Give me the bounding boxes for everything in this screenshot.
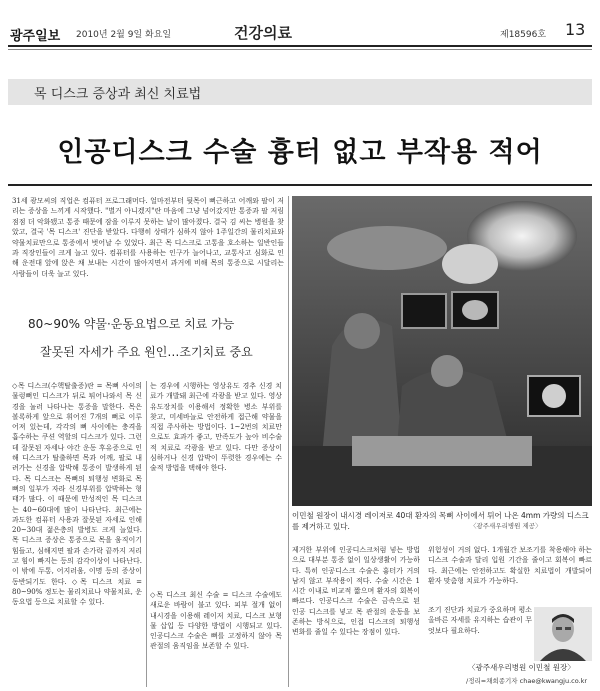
kicker: 목 디스크 증상과 최신 치료법 <box>34 87 202 102</box>
body-text: ◇목 디스크 최신 수술 = 디스크 수술에도 새로운 바람이 불고 있다. 피부 절개 없이 내시경을 이용해 레이저 치료, 디스크 보형물 삽입 등 다양한 방법이 시행되고 있다. 인공디스크 수술은 뼈를 고정하지 않아 목 관절의 움직임을 보존할 수 있다. <box>150 591 282 651</box>
body-column-1 <box>12 381 142 687</box>
body-text: 조기 진단과 치료가 중요하며 평소 올바른 자세를 유지하는 습관이 무엇보다 필요하다. <box>428 606 532 635</box>
surgery-photo <box>292 196 592 506</box>
column-divider <box>146 381 147 687</box>
subhead-second: 잘못된 자세가 주요 원인…조기치료 중요 <box>40 345 253 359</box>
body-text: 는 경우에 시행하는 영상유도 경추 신경 치료가 개발돼 최근에 각광을 받고 있다. 영상 유도장치를 이용해서 정확한 병소 부위를 찾고, 미세바늘로 안전하게 접근해 약물을 직접 주사하는 방법이다. 1~2번의 치료만으로도 효과가 좋고, 만족도가 높아 비수술적 치료로 각광을 받고 있다. 다만 증상이 심하거나 신경 압박이 뚜렷한 경우에는 수술적 방법을 택해야 한다. <box>150 382 282 473</box>
byline: 〈광주새우리병원 이민철 원장〉 <box>468 663 575 672</box>
photo-caption: 이민철 원장이 내시경 레이저로 40대 환자의 목뼈 사이에서 튀어 나온 4mm 가량의 디스크를 제거하고 있다. <box>292 511 589 531</box>
photo-credit: 〈광주새우리병원 제공〉 <box>470 522 542 530</box>
section-title: 건강의료 <box>234 24 292 42</box>
issue-number: 제18596호 <box>500 30 547 40</box>
masthead-rule-thin <box>8 49 592 50</box>
body-column-4b <box>428 605 532 661</box>
portrait-illustration <box>534 607 592 661</box>
masthead-rule <box>8 45 592 47</box>
paper-name: 광주일보 <box>10 29 61 44</box>
body-text: ◇목 디스크(수핵탈출증)란 = 목뼈 사이의 물렁뼈인 디스크가 뒤로 튀어나와서 목 신경을 눌러 나타나는 통증을 말한다. 목은 볼록하게 앞으로 휘어진 7개의 뼈로 이루어져 있는데, 각각의 뼈 사이에는 충격을 흡수하는 쿠션 역할의 디스크가 있다. 그런데 잘못된 자세나 야간 운동 후유증으로 인해 디스크가 탈출하면 목과 어깨, 팔로 내려가는 신경을 압박해 통증이 발생하게 된다. 목 디스크는 목뼈의 퇴행성 변화로 목뼈의 일부가 자라 신경부위를 압박하는 형태가 많다. 이 때문에 만성적인 목 디스크는 40~60대에 많이 나타난다. 최근에는 과도한 컴퓨터 사용과 잘못된 자세로 인해 20~30대 젊은층의 발병도 크게 늘었다. 목 디스크 증상은 통증으로 목을 움직이기 힘들고, 심해지면 팔과 손가락 끝까지 저리고 힘이 빠지는 등의 감각이상이 나타난다. 이 밖에 두통, 어지러움, 이명 등의 증상이 동반되기도 한다. ◇목 디스크 치료 = 80~90% 정도는 물리치료나 약물치료, 운동요법 등으로 치료할 수 있다. <box>12 382 142 607</box>
headline: 인공디스크 수술 흉터 없고 부작용 적어 <box>57 137 543 168</box>
reporter-credit: /정리=채희종기자 chae@kwangju.co.kr <box>466 677 588 685</box>
body-column-2 <box>150 381 282 589</box>
body-column-2b <box>150 590 282 687</box>
masthead <box>0 0 600 56</box>
column-divider <box>288 196 289 687</box>
body-text: 위험성이 거의 없다. 1개월간 보조기를 착용해야 하는 디스크 수술과 달리 입원 기간을 줄이고 회복이 빠르다. 최근에는 안전하고도 확실한 치료법이 개발되어 환자 맞춤형 치료가 가능하다. <box>428 546 592 585</box>
headline-rule <box>8 184 592 186</box>
issue-date: 2010년 2월 9일 화요일 <box>76 30 172 40</box>
body-text: 제거한 부위에 인공디스크처럼 넣는 방법으로 대부분 통증 없이 일상생활이 가능하다. 특히 인공디스크 수술은 흉터가 거의 남지 않고 부작용이 적다. 수술 시간은 1시간 이내로 비교적 짧으며 환자의 회복이 빠르다. 인공디스크 수술은 금속으로 된 인공 디스크를 넣고 목 관절의 운동을 보존하는 방식으로, 인접 디스크의 퇴행성 변화를 줄일 수 있다는 장점이 있다. <box>292 546 420 637</box>
intro-paragraph: 31세 광모씨의 직업은 컴퓨터 프로그래머다. 얼마전부터 뒷목이 뻐근하고 어깨와 팔이 저리는 증상을 느끼게 시작했다. "별거 아니겠지"란 마음에 그냥 넘어갔지만 통증과 팔 저림 점점 더 악화됐고 통증 때문에 잠을 이루지 못하는 날이 많아졌다. 결국 김 씨는 병원을 찾았고, 결국 '목 디스크' 진단을 받았다. 다행히 상태가 심하지 않아 1주일간의 물리치료와 약물치료만으로 통증에서 벗어날 수 있었다. 최근 목 디스크로 고통을 호소하는 일반인들과 직장인들이 크게 늘고 있다. 컴퓨터를 사용하는 인구가 늘어나고, 교통사고 심화로 인해 운전대 앞에 앉은 채 보내는 시간이 많아지면서 과거에 비해 목의 통증으로 시달리는 사람들이 더욱 늘고 있다. <box>12 197 284 278</box>
subhead-first: 80~90% 약물·운동요법으로 치료 가능 <box>28 317 235 331</box>
page-number: 13 <box>565 20 586 39</box>
kicker-band <box>8 79 592 105</box>
doctor-portrait <box>534 607 592 661</box>
body-column-3 <box>292 545 420 687</box>
surgery-illustration <box>292 196 592 506</box>
body-column-4 <box>428 545 592 605</box>
